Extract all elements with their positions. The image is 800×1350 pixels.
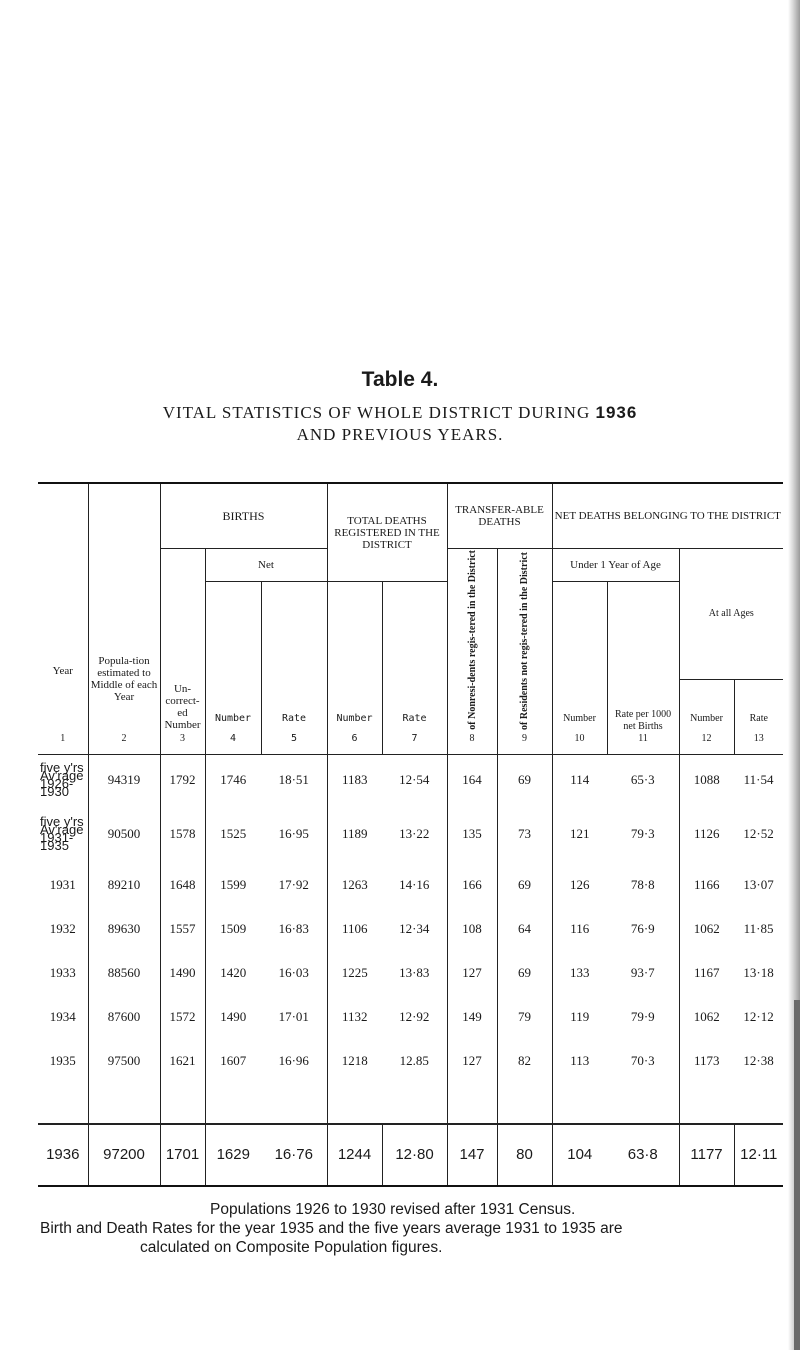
table-row [38, 863, 783, 907]
header-net: Net [205, 549, 327, 582]
cell-residents: 82 [497, 1039, 552, 1083]
table-spacer-row [38, 1083, 783, 1124]
footnote-line-1: Populations 1926 to 1930 revised after 1931 Census. [210, 1201, 576, 1218]
header-year: Year 1 [52, 664, 73, 744]
row-label: 1933 [49, 964, 76, 980]
table-subtitle [0, 402, 800, 446]
cell-infant-rate: 65·3 [630, 771, 655, 787]
cell-death-number: 1106 [327, 907, 382, 951]
cell-population: 90500 [88, 805, 160, 863]
cell-birth-number: 1525 [205, 805, 261, 863]
row-label: 1932 [49, 920, 76, 936]
cell-birth-number: 1509 [205, 907, 261, 951]
row-label: 1936 [38, 1124, 88, 1186]
cell-infant-number: 121 [552, 805, 607, 863]
cell-infant-number: 126 [552, 863, 607, 907]
cell-uncorrected: 1621 [160, 1039, 205, 1083]
cell-infant-rate: 76·9 [630, 920, 655, 936]
cell-population: 87600 [88, 995, 160, 1039]
cell-all-rate: 12·12 [743, 1008, 774, 1024]
cell-population: 97500 [88, 1039, 160, 1083]
header-all-number: Number 12 [679, 679, 734, 754]
cell-infant-number: 113 [552, 1039, 607, 1083]
cell-nonresidents: 108 [447, 907, 497, 951]
cell-all-rate: 12·11 [734, 1124, 783, 1186]
header-birth-number: Number 4 [205, 582, 261, 755]
header-all-rate: Rate 13 [734, 679, 783, 754]
cell-death-rate: 12.85 [399, 1052, 429, 1068]
cell-all-number: 1173 [679, 1039, 734, 1083]
cell-birth-number: 1607 [205, 1039, 261, 1083]
cell-infant-rate: 78·8 [630, 876, 655, 892]
cell-birth-number: 1490 [205, 995, 261, 1039]
cell-birth-rate: 16·03 [278, 964, 309, 980]
cell-all-number: 1126 [679, 805, 734, 863]
cell-nonresidents: 149 [447, 995, 497, 1039]
cell-all-number: 1088 [679, 754, 734, 805]
cell-residents: 79 [497, 995, 552, 1039]
cell-uncorrected: 1701 [160, 1124, 205, 1186]
cell-residents: 69 [497, 863, 552, 907]
header-infant-number: Number 10 [552, 582, 607, 755]
header-population: Popula-tion estimated to Middle of each Year 2 [88, 483, 160, 754]
row-label: 1931 [49, 876, 76, 892]
subtitle-year: 1936 [595, 403, 638, 422]
table-row [38, 754, 783, 805]
cell-infant-rate: 79·9 [630, 1008, 655, 1024]
cell-population: 94319 [88, 754, 160, 805]
cell-death-number: 1183 [327, 754, 382, 805]
header-death-number: Number 6 [327, 582, 382, 755]
cell-nonresidents: 166 [447, 863, 497, 907]
cell-death-rate: 12·34 [399, 920, 430, 936]
cell-death-number: 1189 [327, 805, 382, 863]
cell-residents: 64 [497, 907, 552, 951]
header-birth-rate: Rate 5 [261, 582, 327, 755]
cell-residents: 80 [497, 1124, 552, 1186]
cell-nonresidents: 147 [447, 1124, 497, 1186]
cell-birth-rate: 16·95 [278, 825, 309, 841]
cell-uncorrected: 1792 [160, 754, 205, 805]
cell-infant-number: 104 [552, 1124, 607, 1186]
page-edge-dark [794, 1000, 800, 1350]
header-net-deaths: NET DEATHS BELONGING TO THE DISTRICT [552, 483, 783, 549]
cell-death-number: 1225 [327, 951, 382, 995]
cell-infant-rate: 63·8 [607, 1124, 679, 1186]
cell-infant-rate: 70·3 [630, 1052, 655, 1068]
header-all-ages: At all Ages [679, 549, 783, 680]
cell-birth-number: 1420 [205, 951, 261, 995]
cell-birth-number: 1746 [205, 754, 261, 805]
table-row [38, 995, 783, 1039]
header-uncorrected: Un-correct-ed Number 3 [160, 549, 205, 755]
cell-nonresidents: 127 [447, 951, 497, 995]
cell-nonresidents: 127 [447, 1039, 497, 1083]
cell-birth-rate: 16·96 [278, 1052, 309, 1068]
cell-death-number: 1218 [327, 1039, 382, 1083]
table-row [38, 951, 783, 995]
header-infant-rate: Rate per 1000 net Births 11 [607, 582, 679, 755]
cell-all-rate: 13·18 [743, 964, 774, 980]
subtitle-line2: AND PREVIOUS YEARS. [296, 425, 504, 444]
cell-infant-number: 114 [552, 754, 607, 805]
header-births: BIRTHS [160, 483, 327, 549]
row-label: five y'rs Av'rage 1931-1935 [40, 813, 84, 853]
cell-uncorrected: 1490 [160, 951, 205, 995]
cell-birth-rate: 16·76 [261, 1124, 327, 1186]
cell-population: 97200 [88, 1124, 160, 1186]
cell-death-number: 1244 [327, 1124, 382, 1186]
row-label: 1935 [49, 1052, 76, 1068]
cell-birth-number: 1599 [205, 863, 261, 907]
cell-all-rate: 12·52 [743, 825, 774, 841]
cell-all-number: 1166 [679, 863, 734, 907]
table-row-current-year [38, 1124, 783, 1186]
cell-residents: 69 [497, 951, 552, 995]
cell-all-rate: 11·85 [743, 920, 774, 936]
cell-death-rate: 12·80 [382, 1124, 447, 1186]
cell-all-number: 1167 [679, 951, 734, 995]
header-death-rate: Rate 7 [382, 582, 447, 755]
vital-statistics-table [38, 482, 783, 1187]
row-label: five y'rs Av'rage 1926-1930 [40, 759, 84, 799]
cell-birth-rate: 17·01 [278, 1008, 309, 1024]
cell-residents: 69 [497, 754, 552, 805]
cell-uncorrected: 1648 [160, 863, 205, 907]
cell-all-number: 1062 [679, 907, 734, 951]
cell-all-rate: 11·54 [743, 771, 774, 787]
footnote-line-3: calculated on Composite Population figures. [140, 1239, 443, 1256]
cell-death-rate: 12·54 [399, 771, 430, 787]
cell-infant-rate: 79·3 [630, 825, 655, 841]
footnote-line-2: Birth and Death Rates for the year 1935 and the five years average 1931 to 1935 are [40, 1220, 623, 1237]
cell-birth-rate: 17·92 [278, 876, 309, 892]
cell-all-rate: 13·07 [743, 876, 774, 892]
cell-population: 88560 [88, 951, 160, 995]
cell-death-rate: 12·92 [399, 1008, 430, 1024]
cell-nonresidents: 164 [447, 754, 497, 805]
cell-residents: 73 [497, 805, 552, 863]
cell-all-rate: 12·38 [743, 1052, 774, 1068]
cell-nonresidents: 135 [447, 805, 497, 863]
table-row [38, 1039, 783, 1083]
table-row [38, 805, 783, 863]
cell-death-rate: 14·16 [399, 876, 430, 892]
cell-death-number: 1132 [327, 995, 382, 1039]
cell-infant-rate: 93·7 [630, 964, 655, 980]
cell-infant-number: 119 [552, 995, 607, 1039]
header-total-deaths: TOTAL DEATHS REGISTERED IN THE DISTRICT [327, 483, 447, 582]
cell-death-number: 1263 [327, 863, 382, 907]
header-under-1-year: Under 1 Year of Age [552, 549, 679, 582]
row-label: 1934 [49, 1008, 76, 1024]
cell-death-rate: 13·83 [399, 964, 430, 980]
header-nonresidents: of Nonresi-dents regis-tered in the District 8 [447, 549, 497, 755]
cell-population: 89210 [88, 863, 160, 907]
cell-infant-number: 133 [552, 951, 607, 995]
cell-uncorrected: 1557 [160, 907, 205, 951]
cell-birth-rate: 16·83 [278, 920, 309, 936]
table-row [38, 907, 783, 951]
header-transferable-deaths: TRANSFER-ABLE DEATHS [447, 483, 552, 549]
header-residents: of Residents not regis-tered in the District 9 [497, 549, 552, 755]
table-footnotes [40, 1200, 780, 1257]
cell-infant-number: 116 [552, 907, 607, 951]
cell-birth-rate: 18·51 [278, 771, 309, 787]
cell-population: 89630 [88, 907, 160, 951]
subtitle-text: VITAL STATISTICS OF WHOLE DISTRICT DURING [162, 403, 591, 422]
cell-all-number: 1062 [679, 995, 734, 1039]
cell-all-number: 1177 [679, 1124, 734, 1186]
cell-uncorrected: 1572 [160, 995, 205, 1039]
table-title: Table 4. [361, 368, 439, 391]
cell-death-rate: 13·22 [399, 825, 430, 841]
cell-uncorrected: 1578 [160, 805, 205, 863]
cell-birth-number: 1629 [205, 1124, 261, 1186]
